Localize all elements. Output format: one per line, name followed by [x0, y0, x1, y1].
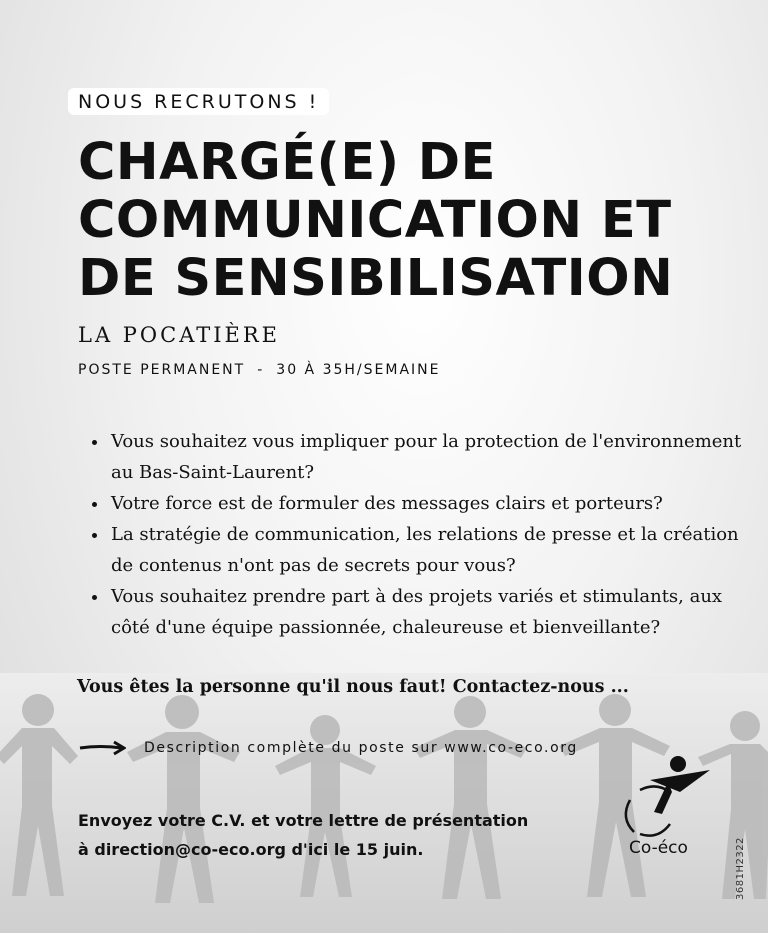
job-hours: 30 À 35H/SEMAINE: [276, 362, 441, 378]
list-item: • La stratégie de communication, les relations de presse et la création de contenus n'ont pas de secrets pour vous?: [109, 519, 749, 581]
job-location: LA POCATIÈRE: [78, 323, 280, 347]
list-item: • Vous souhaitez prendre part à des projets variés et stimulants, aux côté d'une équipe passionnée, chaleureuse et bienveillante?: [109, 581, 749, 643]
job-title: CHARGÉ(E) DE COMMUNICATION ET DE SENSIBILISATION: [78, 133, 674, 308]
job-terms: [78, 362, 440, 378]
instructions-line-1: Envoyez votre C.V. et votre lettre de présentation: [78, 811, 529, 830]
hiring-badge: NOUS RECRUTONS !: [68, 88, 329, 115]
terms-separator: -: [257, 362, 265, 378]
instructions-line-2: à direction@co-eco.org d'ici le 15 juin.: [78, 840, 424, 859]
reference-number: 3681H2322: [735, 837, 746, 900]
list-item: • Votre force est de formuler des messages clairs et porteurs?: [109, 488, 749, 519]
logo-name: Co-éco: [629, 838, 688, 858]
arrow-right-icon: [78, 740, 126, 756]
list-item: • Vous souhaitez vous impliquer pour la protection de l'environnement au Bas-Saint-Laurent?: [109, 426, 749, 488]
description-link-text[interactable]: Description complète du poste sur www.co-eco.org: [144, 740, 578, 756]
job-type: POSTE PERMANENT: [78, 362, 246, 378]
requirements-list: [84, 426, 749, 643]
application-instructions: [78, 806, 528, 864]
description-row: [78, 740, 578, 756]
call-to-action: Vous êtes la personne qu'il nous faut! Contactez-nous ...: [77, 677, 629, 697]
